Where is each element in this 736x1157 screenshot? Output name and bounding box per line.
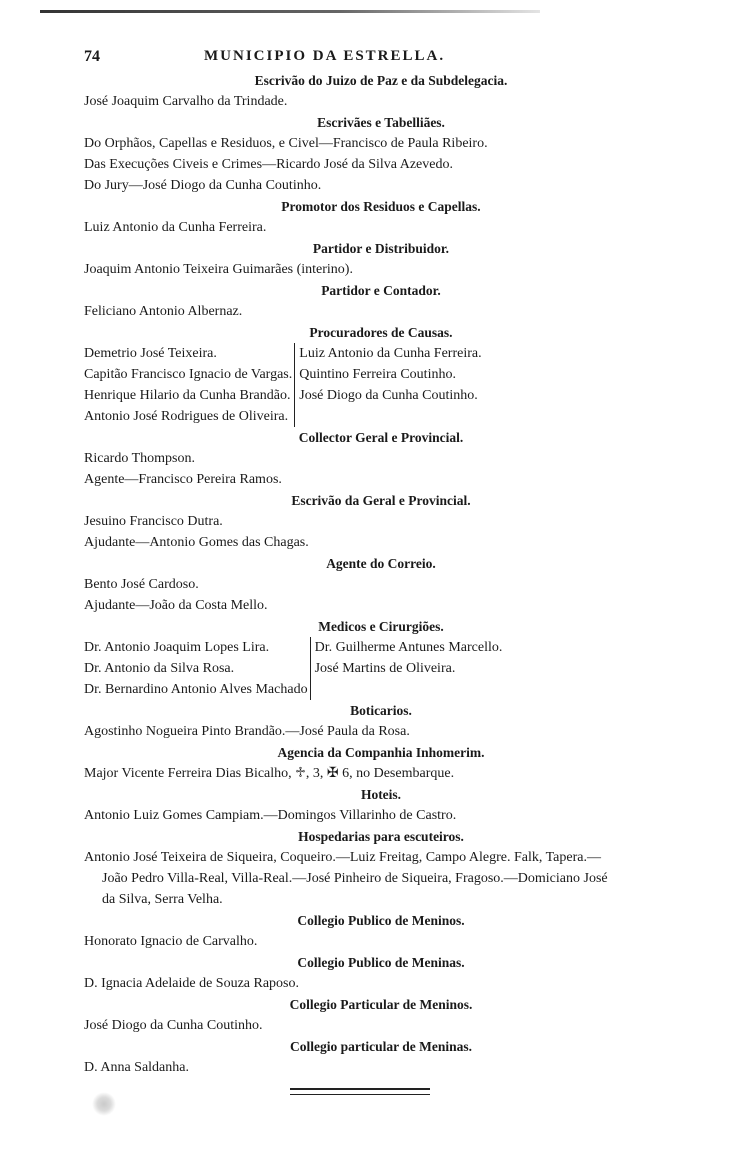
section-hospedarias — [84, 826, 614, 910]
entry-line: Major Vicente Ferreira Dias Bicalho, ♱, 3, ✠ 6, no Desembarque. — [84, 766, 455, 781]
section-title: Hospedarias para escuteiros. — [298, 829, 464, 844]
section-title: Partidor e Distribuidor. — [312, 241, 450, 256]
section-escrivao-geral — [84, 490, 614, 553]
entry-line: D. Anna Saldanha. — [84, 1060, 189, 1075]
section-title: Procuradores de Causas. — [309, 325, 453, 340]
section-partidor-contador — [84, 280, 614, 322]
entry-line: Luiz Antonio da Cunha Ferreira. — [299, 346, 482, 361]
two-column-list — [84, 343, 614, 427]
section-title: Medicos e Cirurgiões. — [318, 619, 444, 634]
section-promotor — [84, 196, 614, 238]
section-escrivao-paz — [84, 70, 614, 112]
running-title: MUNICIPIO DA ESTRELLA. — [204, 48, 446, 64]
entry-line: Demetrio José Teixeira. — [84, 346, 217, 361]
entry-line: Ricardo Thompson. — [84, 451, 195, 466]
entry-line: Luiz Antonio da Cunha Ferreira. — [84, 220, 267, 235]
entry-line: Joaquim Antonio Teixeira Guimarães (interino). — [84, 262, 353, 277]
entry-line: José Martins de Oliveira. — [314, 661, 456, 676]
section-agencia — [84, 742, 614, 784]
section-escrivaes — [84, 112, 614, 196]
section-title: Promotor dos Residuos e Capellas. — [281, 199, 481, 214]
entry-line: Jesuino Francisco Dutra. — [84, 514, 223, 529]
section-title: Collegio Publico de Meninas. — [297, 955, 465, 970]
section-title: Agencia da Companhia Inhomerim. — [277, 745, 485, 760]
section-title: Agente do Correio. — [326, 556, 436, 571]
section-collegio-meninos — [84, 910, 614, 952]
section-collector — [84, 427, 614, 490]
entry-line: Dr. Bernardino Antonio Alves Machado — [84, 682, 308, 697]
entry-line: Do Jury—José Diogo da Cunha Coutinho. — [84, 178, 322, 193]
section-title: Hoteis. — [360, 787, 402, 802]
entry-line: Feliciano Antonio Albernaz. — [84, 304, 243, 319]
entry-line: Henrique Hilario da Cunha Brandão. — [84, 388, 291, 403]
section-title: Boticarios. — [350, 703, 412, 718]
entry-line: Quintino Ferreira Coutinho. — [299, 367, 456, 382]
section-medicos — [84, 616, 614, 700]
entry-line: Ajudante—Antonio Gomes das Chagas. — [84, 535, 309, 550]
ink-stamp-mark — [92, 1092, 116, 1116]
document-page — [84, 48, 614, 1095]
section-collegio-particular-meninos — [84, 994, 614, 1036]
section-collegio-meninas — [84, 952, 614, 994]
left-column — [84, 343, 295, 427]
entry-line: Agostinho Nogueira Pinto Brandão.—José Paula da Rosa. — [84, 724, 410, 739]
closing-rule — [290, 1088, 430, 1095]
section-correio — [84, 553, 614, 616]
page-header — [84, 48, 614, 70]
entry-line: Ajudante—João da Costa Mello. — [84, 598, 268, 613]
entry-line: D. Ignacia Adelaide de Souza Raposo. — [84, 976, 299, 991]
entry-line: Capitão Francisco Ignacio de Vargas. — [84, 367, 293, 382]
top-border-line — [40, 10, 540, 13]
entry-line: Dr. Guilherme Antunes Marcello. — [314, 640, 503, 655]
right-column — [311, 637, 503, 700]
section-title: Collegio Particular de Meninos. — [289, 997, 473, 1012]
section-title: Collector Geral e Provincial. — [298, 430, 464, 445]
section-title: Escrivão do Juizo de Paz e da Subdelegacia. — [254, 73, 508, 88]
two-column-list — [84, 637, 614, 700]
entry-line: Dr. Antonio Joaquim Lopes Lira. — [84, 640, 270, 655]
section-title: Escrivão da Geral e Provincial. — [291, 493, 471, 508]
section-procuradores — [84, 322, 614, 427]
section-title: Escrivães e Tabelliães. — [317, 115, 445, 130]
entry-line: Dr. Antonio da Silva Rosa. — [84, 661, 235, 676]
entry-line: Antonio José Rodrigues de Oliveira. — [84, 409, 289, 424]
entry-line: José Joaquim Carvalho da Trindade. — [84, 94, 288, 109]
page-number: 74 — [84, 48, 100, 65]
section-partidor-distribuidor — [84, 238, 614, 280]
entry-paragraph: Antonio José Teixeira de Siqueira, Coqueiro.—Luiz Freitag, Campo Alegre. Falk, Tapera.—João Pedro Villa-Real, Villa-Real.—José Pinheiro de Siqueira, Fragoso.—Domiciano José da Silva, Serra Velha. — [84, 850, 608, 907]
section-title: Collegio particular de Meninas. — [290, 1039, 472, 1054]
entry-line: José Diogo da Cunha Coutinho. — [299, 388, 478, 403]
entry-line: Do Orphãos, Capellas e Residuos, e Civel—Francisco de Paula Ribeiro. — [84, 136, 488, 151]
entry-line: Bento José Cardoso. — [84, 577, 199, 592]
left-column — [84, 637, 311, 700]
section-collegio-particular-meninas — [84, 1036, 614, 1078]
entry-line: Antonio Luiz Gomes Campiam.—Domingos Villarinho de Castro. — [84, 808, 457, 823]
entry-line: Das Execuções Civeis e Crimes—Ricardo José da Silva Azevedo. — [84, 157, 453, 172]
entry-line: Honorato Ignacio de Carvalho. — [84, 934, 258, 949]
right-column — [295, 343, 481, 427]
section-boticarios — [84, 700, 614, 742]
section-title: Collegio Publico de Meninos. — [297, 913, 465, 928]
entry-line: José Diogo da Cunha Coutinho. — [84, 1018, 263, 1033]
section-hoteis — [84, 784, 614, 826]
entry-line: Agente—Francisco Pereira Ramos. — [84, 472, 282, 487]
section-title: Partidor e Contador. — [321, 283, 441, 298]
